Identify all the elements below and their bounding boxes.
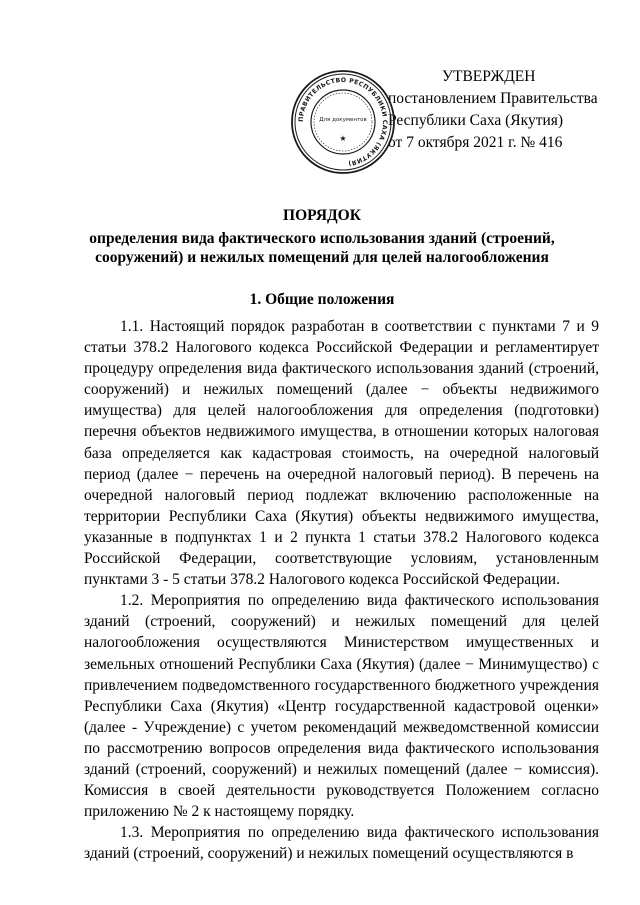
paragraph-1-1: 1.1. Настоящий порядок разработан в соответствии с пунктами 7 и 9 статьи 378.2 Налогового кодекса Российской Федерации и регламентирует процедуру определения вида фактического использования зданий (строений, сооружений) и нежилых помещений (далее − объекты недвижимого имущества) для целей налогообложения для определения (подготовки) перечня объектов недвижимого имущества, в отношении которых налоговая база определяется как кадастровая стоимость, на очередной налоговый период (далее − перечень на очередной налоговый период). В перечень на очередной налоговый период подлежат включению расположенные на территории Республики Саха (Якутия) объекты недвижимого имущества, указанные в подпунктах 1 и 2 пункта 1 статьи 378.2 Налогового кодекса Российской Федерации, соответствующие условиям, установленным пунктами 3 - 5 статьи 378.2 Налогового кодекса Российской Федерации. [84,318,599,589]
paragraph-1-2: 1.2. Мероприятия по определению вида фактического использования зданий (строений, сооружений) и нежилых помещений для целей налогообложения осуществляются Министерством имущественных и земельных отношений Республики Саха (Якутия) (далее − Минимущество) с привлечением подведомственного государственного бюджетного учреждения Республики Саха (Якутия) «Центр государственной кадастровой оценки» (далее - Учреждение) с учетом рекомендаций межведомственной комиссии по рассмотрению вопросов определения вида фактического использования зданий (строений, сооружений) и нежилых помещений (далее − комиссия). Комиссия в своей деятельности руководствуется Положением согласно приложению № 2 к настоящему порядку. [84,592,599,821]
approval-government: Республики Саха (Якутия) [388,112,564,129]
seal-center-text: Для документов [319,117,367,123]
seal-outer-text: ПРАВИТЕЛЬСТВО РЕСПУБЛИКИ САХА (ЯКУТИЯ) [297,76,389,167]
approval-decree: постановлением Правительства [388,90,598,107]
approval-heading: УТВЕРЖДЕН [442,68,536,85]
title-heading: ПОРЯДОК [283,207,361,224]
approval-block [388,66,608,154]
paragraph-1-3: 1.3. Мероприятия по определению вида фактического использования зданий (строений, сооружений) и нежилых помещений осуществляются в [84,824,599,863]
title-line-2: сооружений) и нежилых помещений для целей налогообложения [95,249,549,266]
official-seal [290,69,396,175]
seal-star-icon: ★ [339,134,347,143]
document-body [84,316,599,864]
approval-date-number: от 7 октября 2021 г. № 416 [388,134,563,151]
title-line-1: определения вида фактического использования зданий (строений, [89,230,555,247]
document-title [60,206,584,267]
section-heading: 1. Общие положения [249,291,395,308]
